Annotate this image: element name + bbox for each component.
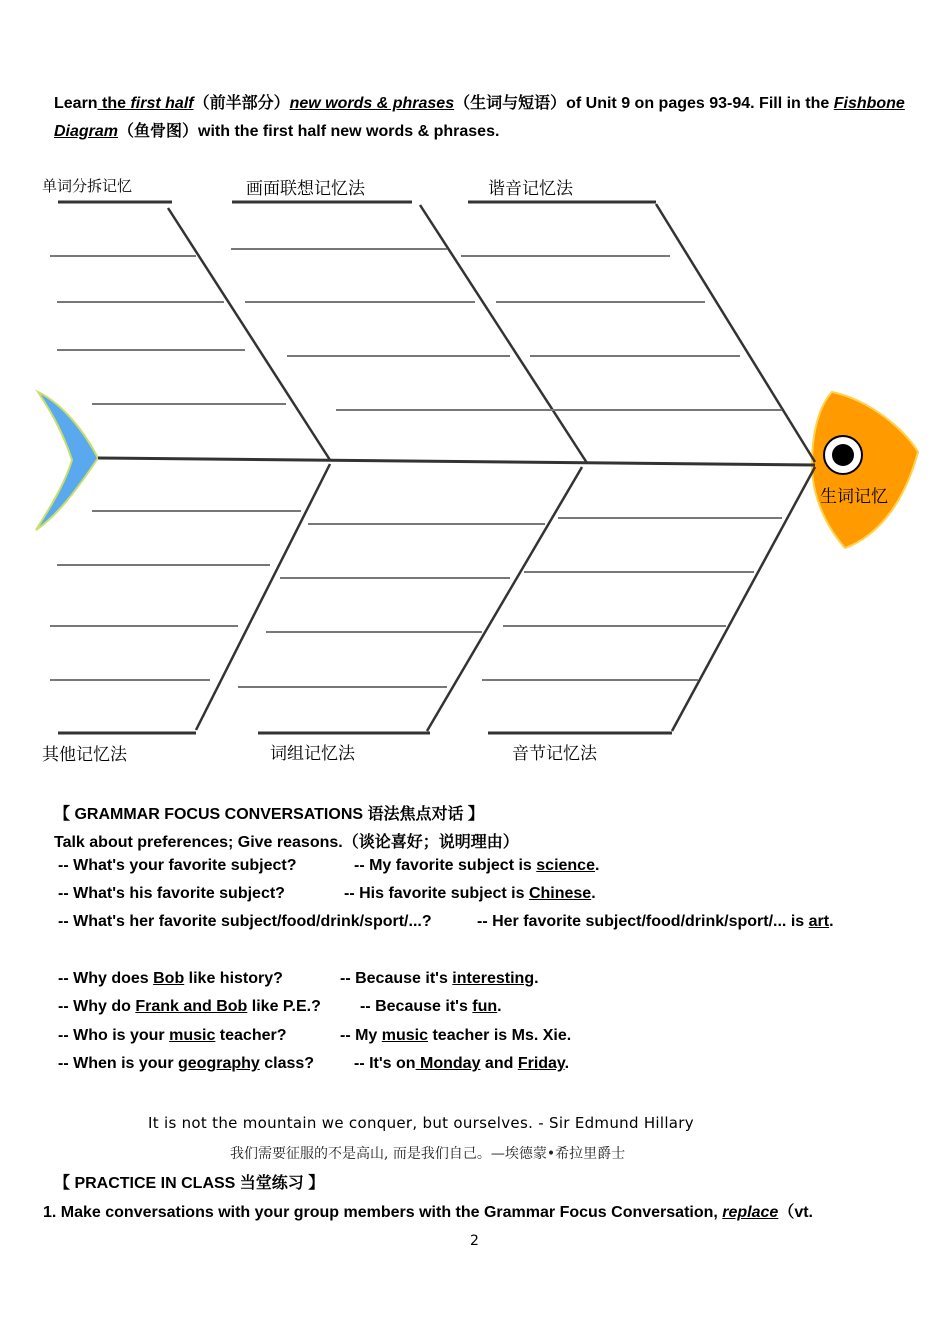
grammar-question: -- When is your geography class? — [58, 1055, 315, 1072]
grammar-answer: -- Her favorite subject/food/drink/sport/... is art. — [477, 913, 834, 930]
intro-paragraph: Learn the first half（前半部分）new words & phrases（生词与短语）of Unit 9 on pages 93-94. Fill in the Fishbone Diagram（鱼骨图）with the first half new words & phrases. — [54, 95, 905, 140]
grammar-question: -- Who is your music teacher? — [58, 1027, 287, 1044]
label-syllable-memory: 音节记忆法 — [512, 744, 597, 764]
grammar-answer: -- My favorite subject is science. — [354, 857, 600, 874]
label-phrase-memory: 词组记忆法 — [270, 744, 355, 764]
fish-head — [812, 392, 918, 548]
grammar-subheading: Talk about preferences; Give reasons.（谈论喜好；说明理由） — [54, 834, 519, 851]
grammar-question: -- Why does Bob like history? — [58, 970, 283, 987]
grammar-question: -- Why do Frank and Bob like P.E.? — [58, 998, 321, 1015]
grammar-question: -- What's his favorite subject? — [58, 885, 285, 902]
label-other-memory: 其他记忆法 — [42, 745, 127, 765]
grammar-answer: -- His favorite subject is Chinese. — [344, 885, 596, 902]
page-number: 2 — [470, 1233, 479, 1249]
fish-spine — [98, 458, 815, 465]
grammar-answer: -- Because it's fun. — [360, 998, 502, 1015]
label-picture-association: 画面联想记忆法 — [246, 179, 365, 199]
grammar-answer: -- Because it's interesting. — [340, 970, 539, 987]
label-word-split-memory: 单词分拆记忆 — [42, 177, 133, 195]
practice-heading: 【 PRACTICE IN CLASS 当堂练习 】 — [54, 1175, 325, 1192]
grammar-question: -- What's her favorite subject/food/drink/sport/...? — [58, 913, 432, 930]
grammar-answer: -- It's on Monday and Friday. — [354, 1055, 570, 1072]
quote-english: It is not the mountain we conquer, but ourselves. - Sir Edmund Hillary — [148, 1114, 694, 1132]
grammar-heading: 【 GRAMMAR FOCUS CONVERSATIONS 语法焦点对话 】 — [54, 806, 484, 823]
grammar-question: -- What's your favorite subject? — [58, 857, 297, 874]
label-fish-head: 生词记忆 — [820, 487, 888, 507]
practice-item-1: 1. Make conversations with your group members with the Grammar Focus Conversation, replace（vt. — [43, 1204, 814, 1221]
quote-chinese: 我们需要征服的不是高山, 而是我们自己。—埃德蒙•希拉里爵士 — [230, 1146, 626, 1162]
fish-tail — [36, 392, 98, 530]
label-homophone-memory: 谐音记忆法 — [488, 179, 573, 199]
grammar-answer: -- My music teacher is Ms. Xie. — [340, 1027, 572, 1044]
